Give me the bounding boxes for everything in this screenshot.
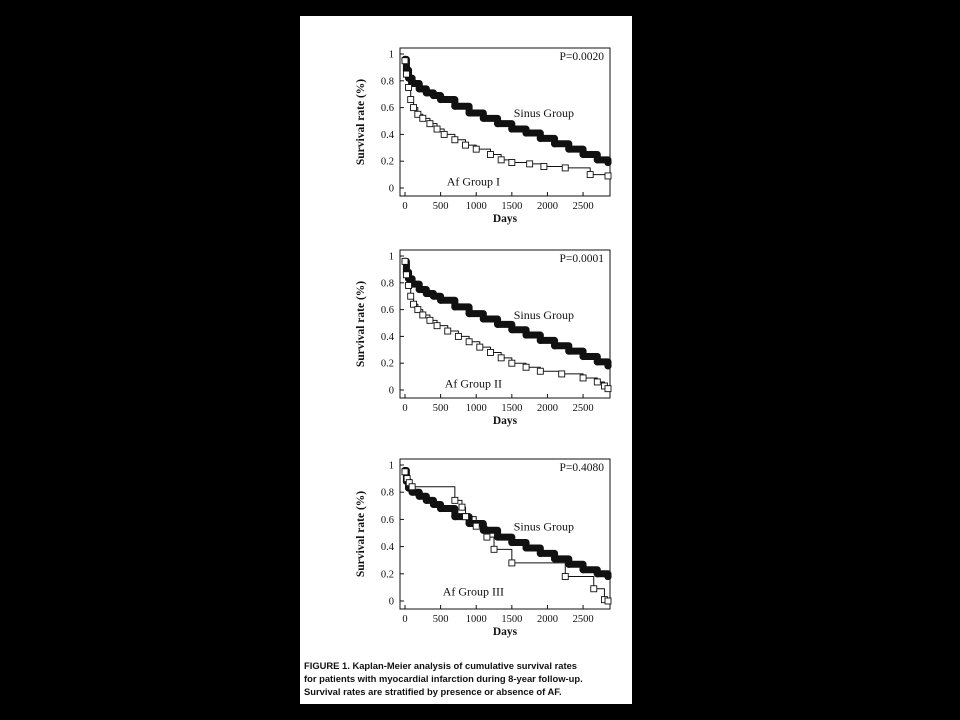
sinus-censor-marker bbox=[579, 353, 586, 360]
sinus-censor-marker bbox=[423, 89, 430, 96]
survival-panel-1 bbox=[355, 48, 612, 225]
sinus-censor-marker bbox=[537, 135, 544, 142]
x-tick-label: 500 bbox=[432, 614, 449, 625]
survival-panel-2 bbox=[355, 250, 612, 427]
af-censor-marker bbox=[591, 586, 597, 592]
af-censor-marker bbox=[455, 333, 461, 339]
x-axis-title: Days bbox=[492, 213, 518, 225]
af-censor-marker bbox=[420, 312, 426, 318]
y-tick-label: 0.2 bbox=[380, 569, 394, 581]
x-tick-label: 2000 bbox=[536, 614, 558, 625]
af-censor-marker bbox=[509, 560, 515, 566]
sinus-series-label: Sinus Group bbox=[513, 519, 575, 534]
sinus-censor-marker bbox=[437, 297, 444, 304]
af-series-label: Af Group III bbox=[442, 584, 505, 599]
af-censor-marker bbox=[434, 323, 440, 329]
sinus-censor-marker bbox=[579, 566, 586, 573]
sinus-series-label: Sinus Group bbox=[513, 105, 575, 120]
af-censor-marker bbox=[408, 293, 414, 299]
sinus-censor-marker bbox=[537, 550, 544, 557]
sinus-censor-marker bbox=[416, 85, 423, 92]
af-censor-marker bbox=[562, 165, 568, 171]
p-value-label: P=0.4080 bbox=[559, 462, 604, 474]
af-censor-marker bbox=[408, 97, 414, 103]
af-censor-marker bbox=[466, 339, 472, 345]
af-censor-marker bbox=[402, 469, 408, 475]
x-tick-label: 500 bbox=[432, 403, 449, 414]
sinus-censor-marker bbox=[494, 120, 501, 127]
sinus-censor-marker bbox=[480, 315, 487, 322]
af-censor-marker bbox=[509, 360, 515, 366]
af-censor-marker bbox=[473, 146, 479, 152]
x-tick-label: 2000 bbox=[536, 201, 558, 212]
sinus-censor-marker bbox=[423, 497, 430, 504]
y-axis-title: Survival rate (%) bbox=[355, 490, 367, 578]
p-value-label: P=0.0020 bbox=[559, 51, 604, 63]
sinus-censor-marker bbox=[522, 331, 529, 338]
sinus-censor-marker bbox=[565, 348, 572, 355]
sinus-censor-marker bbox=[565, 561, 572, 568]
af-censor-marker bbox=[605, 386, 611, 392]
af-censor-marker bbox=[463, 142, 469, 148]
y-tick-label: 0.4 bbox=[380, 331, 394, 343]
af-censor-marker bbox=[498, 157, 504, 163]
figure-caption bbox=[304, 659, 630, 698]
x-tick-label: 0 bbox=[402, 403, 408, 414]
af-censor-marker bbox=[406, 282, 412, 288]
sinus-censor-marker bbox=[604, 159, 611, 166]
sinus-censor-marker bbox=[437, 505, 444, 512]
sinus-survival-curve bbox=[405, 261, 608, 366]
x-tick-label: 2500 bbox=[572, 201, 594, 212]
af-censor-marker bbox=[487, 152, 493, 158]
af-censor-marker bbox=[605, 173, 611, 179]
sinus-censor-marker bbox=[430, 92, 437, 99]
y-axis-title: Survival rate (%) bbox=[355, 280, 367, 368]
y-tick-label: 0.6 bbox=[380, 305, 394, 317]
x-tick-label: 1500 bbox=[501, 201, 523, 212]
af-censor-marker bbox=[411, 105, 417, 111]
y-tick-label: 1 bbox=[388, 251, 394, 263]
sinus-censor-marker bbox=[466, 310, 473, 317]
sinus-censor-marker bbox=[579, 151, 586, 158]
sinus-censor-marker bbox=[430, 501, 437, 508]
sinus-censor-marker bbox=[594, 156, 601, 163]
sinus-censor-marker bbox=[451, 303, 458, 310]
sinus-censor-marker bbox=[437, 96, 444, 103]
sinus-censor-marker bbox=[551, 140, 558, 147]
sinus-censor-marker bbox=[451, 513, 458, 520]
y-tick-label: 0.6 bbox=[380, 514, 394, 526]
af-censor-marker bbox=[445, 328, 451, 334]
survival-panel-3 bbox=[355, 459, 612, 638]
sinus-censor-marker bbox=[508, 326, 515, 333]
y-tick-label: 0 bbox=[388, 183, 394, 195]
sinus-censor-marker bbox=[551, 342, 558, 349]
af-censor-marker bbox=[527, 161, 533, 167]
af-censor-marker bbox=[409, 484, 415, 490]
af-censor-marker bbox=[403, 272, 409, 278]
sinus-censor-marker bbox=[522, 544, 529, 551]
sinus-censor-marker bbox=[604, 362, 611, 369]
sinus-censor-marker bbox=[430, 293, 437, 300]
sinus-censor-marker bbox=[551, 555, 558, 562]
sinus-censor-marker bbox=[423, 290, 430, 297]
af-censor-marker bbox=[452, 137, 458, 143]
sinus-censor-marker bbox=[594, 358, 601, 365]
af-censor-marker bbox=[402, 258, 408, 264]
caption-line-1: FIGURE 1. Kaplan-Meier analysis of cumulative survival rates bbox=[304, 660, 578, 671]
x-tick-label: 1000 bbox=[465, 614, 487, 625]
af-censor-marker bbox=[523, 364, 529, 370]
sinus-censor-marker bbox=[494, 533, 501, 540]
survival-plots bbox=[300, 16, 632, 656]
sinus-censor-marker bbox=[480, 527, 487, 534]
sinus-censor-marker bbox=[508, 539, 515, 546]
sinus-censor-marker bbox=[594, 570, 601, 577]
sinus-censor-marker bbox=[416, 493, 423, 500]
af-censor-marker bbox=[452, 497, 458, 503]
y-tick-label: 0.2 bbox=[380, 358, 394, 370]
af-censor-marker bbox=[509, 160, 515, 166]
af-censor-marker bbox=[441, 131, 447, 137]
af-censor-marker bbox=[562, 574, 568, 580]
af-censor-marker bbox=[541, 164, 547, 170]
sinus-censor-marker bbox=[480, 115, 487, 122]
x-tick-label: 1000 bbox=[465, 403, 487, 414]
af-censor-marker bbox=[605, 598, 611, 604]
y-tick-label: 0.4 bbox=[380, 129, 394, 141]
af-censor-marker bbox=[434, 126, 440, 132]
af-censor-marker bbox=[402, 58, 408, 64]
x-tick-label: 1000 bbox=[465, 201, 487, 212]
af-censor-marker bbox=[427, 121, 433, 127]
af-censor-marker bbox=[427, 317, 433, 323]
sinus-survival-curve bbox=[405, 59, 608, 162]
y-tick-label: 0.2 bbox=[380, 156, 394, 168]
af-series-label: Af Group II bbox=[444, 376, 503, 391]
sinus-censor-marker bbox=[508, 125, 515, 132]
x-axis-title: Days bbox=[492, 626, 518, 638]
af-censor-marker bbox=[473, 523, 479, 529]
x-axis-title: Days bbox=[492, 415, 518, 427]
y-tick-label: 1 bbox=[388, 49, 394, 61]
x-tick-label: 1500 bbox=[501, 614, 523, 625]
x-tick-label: 1500 bbox=[501, 403, 523, 414]
figure-page bbox=[300, 16, 632, 704]
x-tick-label: 500 bbox=[432, 201, 449, 212]
sinus-censor-marker bbox=[466, 520, 473, 527]
af-censor-marker bbox=[594, 379, 600, 385]
af-censor-marker bbox=[487, 349, 493, 355]
sinus-censor-marker bbox=[451, 103, 458, 110]
af-censor-marker bbox=[559, 371, 565, 377]
af-censor-marker bbox=[580, 375, 586, 381]
af-censor-marker bbox=[537, 368, 543, 374]
af-censor-marker bbox=[403, 71, 409, 77]
af-censor-marker bbox=[406, 85, 412, 91]
x-tick-label: 2500 bbox=[572, 614, 594, 625]
sinus-censor-marker bbox=[416, 286, 423, 293]
y-tick-label: 0.6 bbox=[380, 103, 394, 115]
y-tick-label: 0.8 bbox=[380, 76, 394, 88]
af-series-label: Af Group I bbox=[446, 174, 501, 189]
p-value-label: P=0.0001 bbox=[559, 253, 604, 265]
af-censor-marker bbox=[477, 344, 483, 350]
y-tick-label: 0.8 bbox=[380, 487, 394, 499]
af-censor-marker bbox=[459, 504, 465, 510]
af-censor-marker bbox=[484, 534, 490, 540]
x-tick-label: 0 bbox=[402, 201, 408, 212]
y-tick-label: 1 bbox=[388, 460, 394, 472]
sinus-censor-marker bbox=[466, 109, 473, 116]
y-axis-title: Survival rate (%) bbox=[355, 78, 367, 166]
af-censor-marker bbox=[420, 115, 426, 121]
sinus-censor-marker bbox=[604, 573, 611, 580]
af-censor-marker bbox=[463, 514, 469, 520]
af-censor-marker bbox=[587, 172, 593, 178]
af-censor-marker bbox=[498, 355, 504, 361]
sinus-censor-marker bbox=[522, 129, 529, 136]
af-censor-marker bbox=[491, 546, 497, 552]
x-tick-label: 0 bbox=[402, 614, 408, 625]
sinus-censor-marker bbox=[565, 146, 572, 153]
caption-line-2: for patients with myocardial infarction during 8-year follow-up. bbox=[304, 673, 583, 684]
sinus-censor-marker bbox=[494, 321, 501, 328]
x-tick-label: 2000 bbox=[536, 403, 558, 414]
y-tick-label: 0 bbox=[388, 385, 394, 397]
x-tick-label: 2500 bbox=[572, 403, 594, 414]
y-tick-label: 0 bbox=[388, 596, 394, 608]
caption-line-3: Survival rates are stratified by presence or absence of AF. bbox=[304, 686, 562, 697]
y-tick-label: 0.4 bbox=[380, 542, 394, 554]
af-survival-curve bbox=[405, 61, 608, 176]
sinus-series-label: Sinus Group bbox=[513, 307, 575, 322]
sinus-censor-marker bbox=[537, 337, 544, 344]
y-tick-label: 0.8 bbox=[380, 278, 394, 290]
